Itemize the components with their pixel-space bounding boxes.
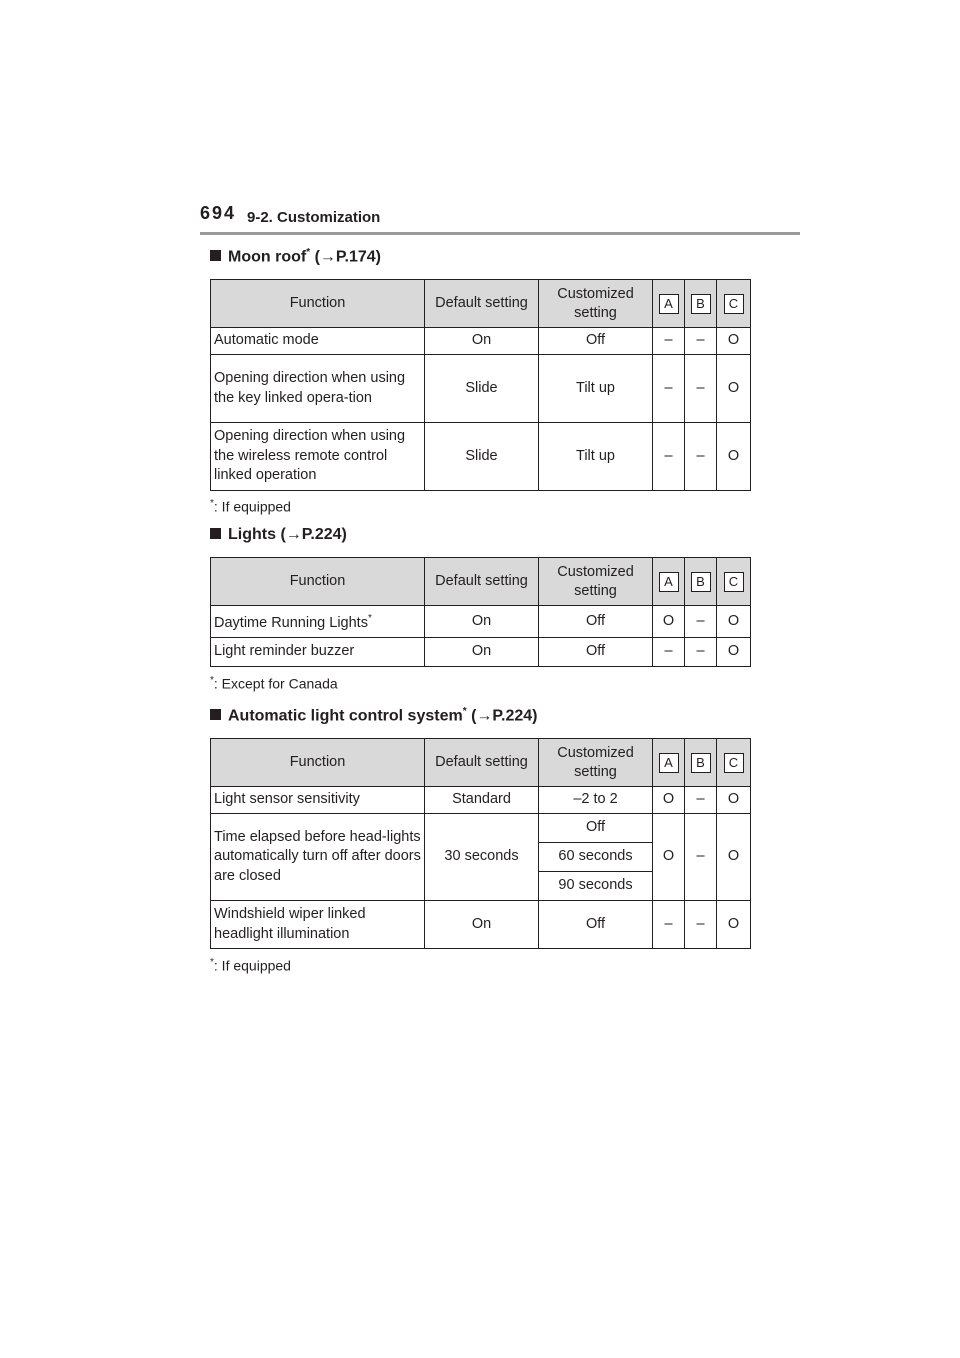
page-reference-link[interactable]: P.224) (492, 707, 538, 725)
column-header-c: C (717, 739, 751, 787)
column-header-default: Default setting (425, 739, 539, 787)
square-bullet-icon (210, 528, 221, 539)
square-bullet-icon (210, 250, 221, 261)
table-row: Opening direction when using the wireless remote control linked operation Slide Tilt up – – O (211, 423, 751, 491)
lights-footnote: *: Except for Canada (210, 675, 338, 692)
auto-light-footnote: *: If equipped (210, 957, 291, 974)
page-reference-link[interactable]: P.174) (335, 248, 381, 266)
square-bullet-icon (210, 709, 221, 720)
header-divider (200, 232, 800, 235)
column-header-c: C (717, 280, 751, 328)
table-row: Time elapsed before head-lights automatically turn off after doors are closed 30 seconds Off O – O (211, 814, 751, 843)
table-row: Automatic mode On Off – – O (211, 328, 751, 355)
table-header-row (211, 558, 751, 606)
page-number: 694 (200, 203, 237, 223)
column-header-b: B (685, 739, 717, 787)
auto-light-table (210, 738, 751, 949)
column-header-customized: Customized setting (539, 558, 653, 606)
moon-roof-footnote: *: If equipped (210, 498, 291, 515)
column-header-b: B (685, 280, 717, 328)
lights-heading: Lights (→P.224) (210, 526, 347, 544)
auto-light-heading: Automatic light control system* (→P.224) (210, 706, 537, 725)
column-header-default: Default setting (425, 558, 539, 606)
table-row: Opening direction when using the key linked opera-tion Slide Tilt up – – O (211, 355, 751, 423)
table-row: 90 seconds (211, 872, 751, 901)
column-header-a: A (653, 280, 685, 328)
moon-roof-heading: Moon roof* (→P.174) (210, 247, 381, 266)
column-header-a: A (653, 558, 685, 606)
table-row: Windshield wiper linked headlight illumination On Off – – O (211, 901, 751, 949)
table-row: Light sensor sensitivity Standard –2 to 2 O – O (211, 787, 751, 814)
column-header-b: B (685, 558, 717, 606)
arrow-right-icon: → (319, 248, 336, 266)
page-reference-link[interactable]: P.224) (301, 526, 347, 543)
arrow-right-icon: → (285, 526, 302, 543)
column-header-a: A (653, 739, 685, 787)
arrow-right-icon: → (476, 707, 493, 725)
lights-table (210, 557, 751, 667)
table-row: 60 seconds (211, 843, 751, 872)
moon-roof-table (210, 279, 751, 491)
table-header-row (211, 739, 751, 787)
table-row: Daytime Running Lights* On Off O – O (211, 606, 751, 638)
column-header-customized: Customized setting (539, 280, 653, 328)
column-header-customized: Customized setting (539, 739, 653, 787)
table-row: Light reminder buzzer On Off – – O (211, 638, 751, 667)
section-title: 9-2. Customization (247, 209, 381, 226)
page-header (200, 203, 800, 235)
column-header-c: C (717, 558, 751, 606)
table-header-row (211, 280, 751, 328)
column-header-default: Default setting (425, 280, 539, 328)
column-header-function: Function (211, 280, 425, 328)
column-header-function: Function (211, 739, 425, 787)
column-header-function: Function (211, 558, 425, 606)
